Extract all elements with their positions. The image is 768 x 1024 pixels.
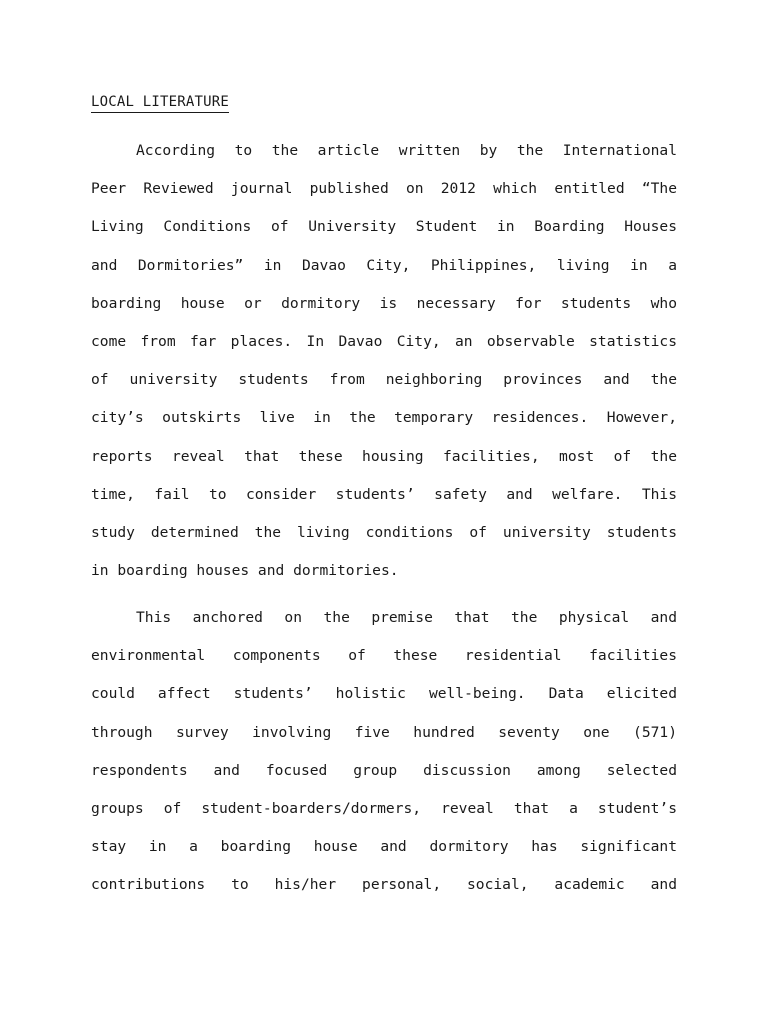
text-line bbox=[91, 760, 677, 798]
line-text: come from far places. In Davao City, an observable statistics bbox=[91, 332, 677, 350]
text-line bbox=[91, 560, 677, 598]
line-text: Living Conditions of University Student in Boarding Houses bbox=[91, 218, 677, 236]
text-line bbox=[91, 216, 677, 254]
text-line bbox=[91, 645, 677, 683]
line-text: through survey involving five hundred seventy one (571) bbox=[91, 723, 677, 741]
line-text: city’s outskirts live in the temporary residences. However, bbox=[91, 409, 677, 427]
line-text: boarding house or dormitory is necessary for students who bbox=[91, 294, 677, 312]
text-line bbox=[91, 607, 677, 645]
text-line bbox=[91, 369, 677, 407]
line-text: study determined the living conditions of university students bbox=[91, 523, 677, 541]
text-line bbox=[91, 293, 677, 331]
text-line bbox=[91, 798, 677, 836]
paragraph-1 bbox=[91, 140, 677, 598]
text-line bbox=[91, 140, 677, 178]
line-text: respondents and focused group discussion among selected bbox=[91, 761, 677, 779]
line-text: reports reveal that these housing facilities, most of the bbox=[91, 447, 677, 465]
line-text: groups of student-boarders/dormers, reveal that a student’s bbox=[91, 799, 677, 817]
text-line bbox=[91, 683, 677, 721]
text-line bbox=[91, 484, 677, 522]
line-text: time, fail to consider students’ safety and welfare. This bbox=[91, 485, 677, 503]
line-text: and Dormitories” in Davao City, Philippines, living in a bbox=[91, 256, 677, 274]
line-text: in boarding houses and dormitories. bbox=[91, 562, 399, 580]
line-text: According to the article written by the International bbox=[136, 142, 677, 159]
text-line bbox=[91, 522, 677, 560]
line-text: stay in a boarding house and dormitory has significant bbox=[91, 838, 677, 856]
text-line bbox=[91, 178, 677, 216]
text-line bbox=[91, 407, 677, 445]
line-text: contributions to his/her personal, social, academic and bbox=[91, 876, 677, 894]
text-line bbox=[91, 331, 677, 369]
text-line bbox=[91, 836, 677, 874]
line-text: could affect students’ holistic well-being. Data elicited bbox=[91, 685, 677, 703]
section-heading: LOCAL LITERATURE bbox=[91, 94, 230, 110]
text-line bbox=[91, 722, 677, 760]
line-text: Peer Reviewed journal published on 2012 which entitled “The bbox=[91, 180, 677, 198]
text-line bbox=[91, 255, 677, 293]
line-text: environmental components of these residential facilities bbox=[91, 647, 677, 665]
line-text: of university students from neighboring provinces and the bbox=[91, 371, 677, 389]
text-line bbox=[91, 874, 677, 912]
paragraph-2 bbox=[91, 607, 677, 913]
line-text: This anchored on the premise that the physical and bbox=[136, 609, 677, 626]
text-line bbox=[91, 446, 677, 484]
